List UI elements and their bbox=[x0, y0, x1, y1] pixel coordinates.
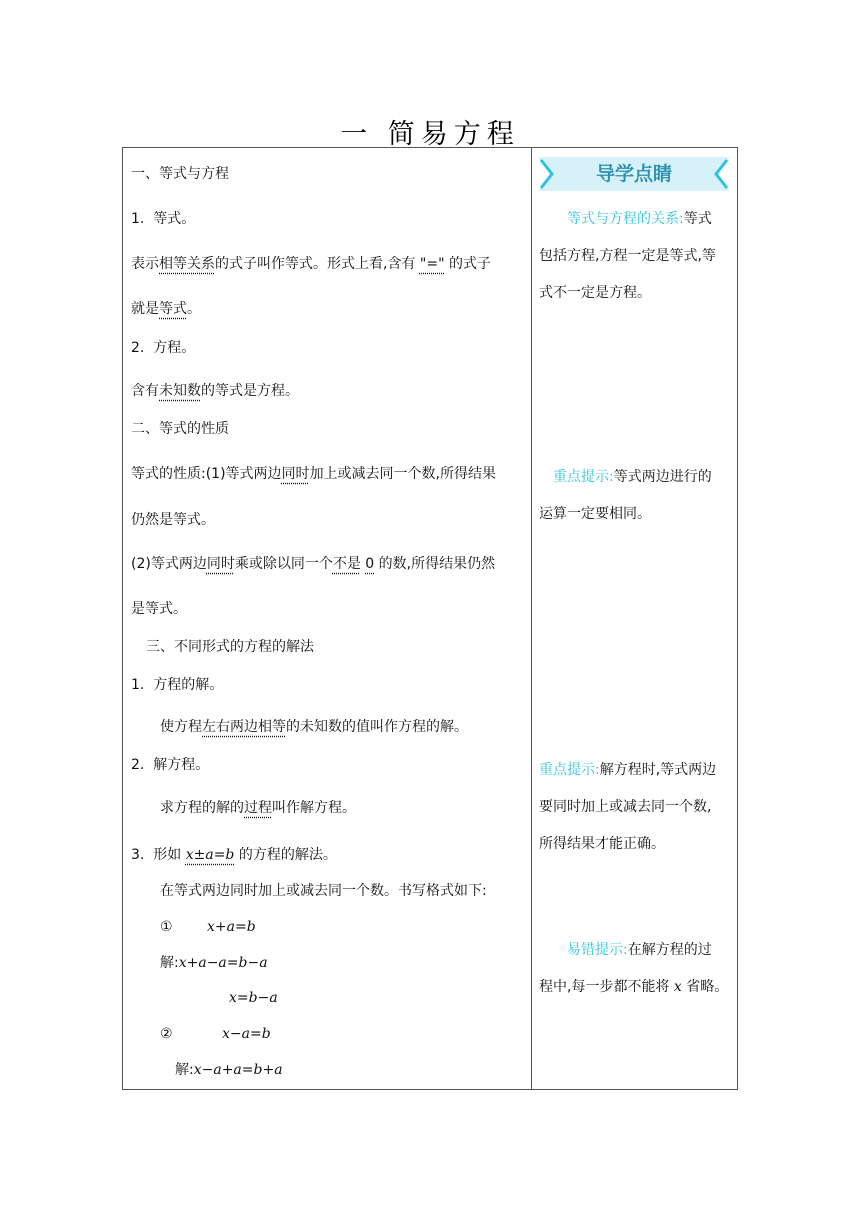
example-two-marker: ② bbox=[160, 1026, 173, 1042]
section-heading-equality-equation: 一、等式与方程 bbox=[131, 166, 229, 182]
section-heading-properties: 二、等式的性质 bbox=[131, 421, 229, 437]
example-one-equation: x+a=b bbox=[207, 919, 256, 935]
item-solving bbox=[131, 756, 209, 774]
column-divider bbox=[531, 147, 532, 1090]
item-number: 1. bbox=[131, 211, 145, 227]
note-label: 易错提示: bbox=[567, 942, 628, 958]
item-title: 等式。 bbox=[153, 211, 196, 227]
formula-text: x±a=b bbox=[185, 847, 235, 863]
solving-definition: 求方程的解的过程叫作解方程。 bbox=[160, 800, 356, 816]
item-number: 2. bbox=[131, 340, 145, 356]
solution-definition: 使方程左右两边相等的未知数的值叫作方程的解。 bbox=[160, 719, 468, 735]
note-relation: 等式与方程的关系:等式 包括方程,方程一定是等式,等 式不一定是方程。 bbox=[539, 211, 716, 301]
section-heading-solving: 三、不同形式的方程的解法 bbox=[146, 639, 314, 655]
item-number: 2. bbox=[131, 757, 145, 773]
item-solution bbox=[131, 676, 223, 694]
property-two: (2)等式两边同时乘或除以同一个不是 0 的数,所得结果仍然 bbox=[131, 556, 496, 572]
property-one-line2: 仍然是等式。 bbox=[131, 512, 215, 528]
note-label: 重点提示: bbox=[539, 762, 600, 778]
item-equality bbox=[131, 210, 195, 228]
item-form: 3. 形如 x±a=b 的方程的解法。 bbox=[131, 847, 337, 863]
note-label: 重点提示: bbox=[553, 469, 614, 485]
item-title: 方程。 bbox=[153, 340, 196, 356]
item-equation bbox=[131, 339, 195, 357]
emphasis-text: 相等关系 bbox=[159, 256, 215, 272]
note-label: 等式与方程的关系: bbox=[567, 211, 684, 227]
item-number: 3. bbox=[131, 847, 145, 863]
equals-sign-text: "=" bbox=[419, 256, 445, 272]
example-one-result: x=b−a bbox=[229, 990, 278, 1006]
equality-definition-line2: 就是等式。 bbox=[131, 301, 201, 317]
example-two-equation: x−a=b bbox=[222, 1026, 271, 1042]
example-one-marker: ① bbox=[160, 919, 173, 935]
example-two-solution: 解:x−a+a=b+a bbox=[175, 1062, 283, 1078]
item-number: 1. bbox=[131, 677, 145, 693]
note-key-point-solving: 重点提示:解方程时,等式两边 要同时加上或减去同一个数, 所得结果才能正确。 bbox=[539, 762, 717, 852]
item-title: 方程的解。 bbox=[153, 677, 224, 693]
guide-banner-title: 导学点睛 bbox=[595, 163, 672, 185]
property-two-line2: 是等式。 bbox=[131, 601, 187, 617]
example-one-solution: 解:x+a−a=b−a bbox=[160, 955, 268, 971]
property-one: 等式的性质:(1)等式两边同时加上或减去同一个数,所得结果 bbox=[131, 466, 497, 482]
form-method: 在等式两边同时加上或减去同一个数。书写格式如下: bbox=[160, 883, 487, 899]
equation-definition: 含有未知数的等式是方程。 bbox=[131, 383, 299, 399]
note-common-mistake: 易错提示:在解方程的过 程中,每一步都不能将 x 省略。 bbox=[539, 942, 729, 995]
item-title: 解方程。 bbox=[153, 757, 210, 773]
page-title: 一 简易方程 bbox=[340, 119, 520, 150]
note-key-point-properties: 重点提示:等式两边进行的 运算一定要相同。 bbox=[539, 469, 712, 522]
equality-definition: 表示相等关系的式子叫作等式。形式上看,含有 "=" 的式子 bbox=[131, 256, 491, 272]
